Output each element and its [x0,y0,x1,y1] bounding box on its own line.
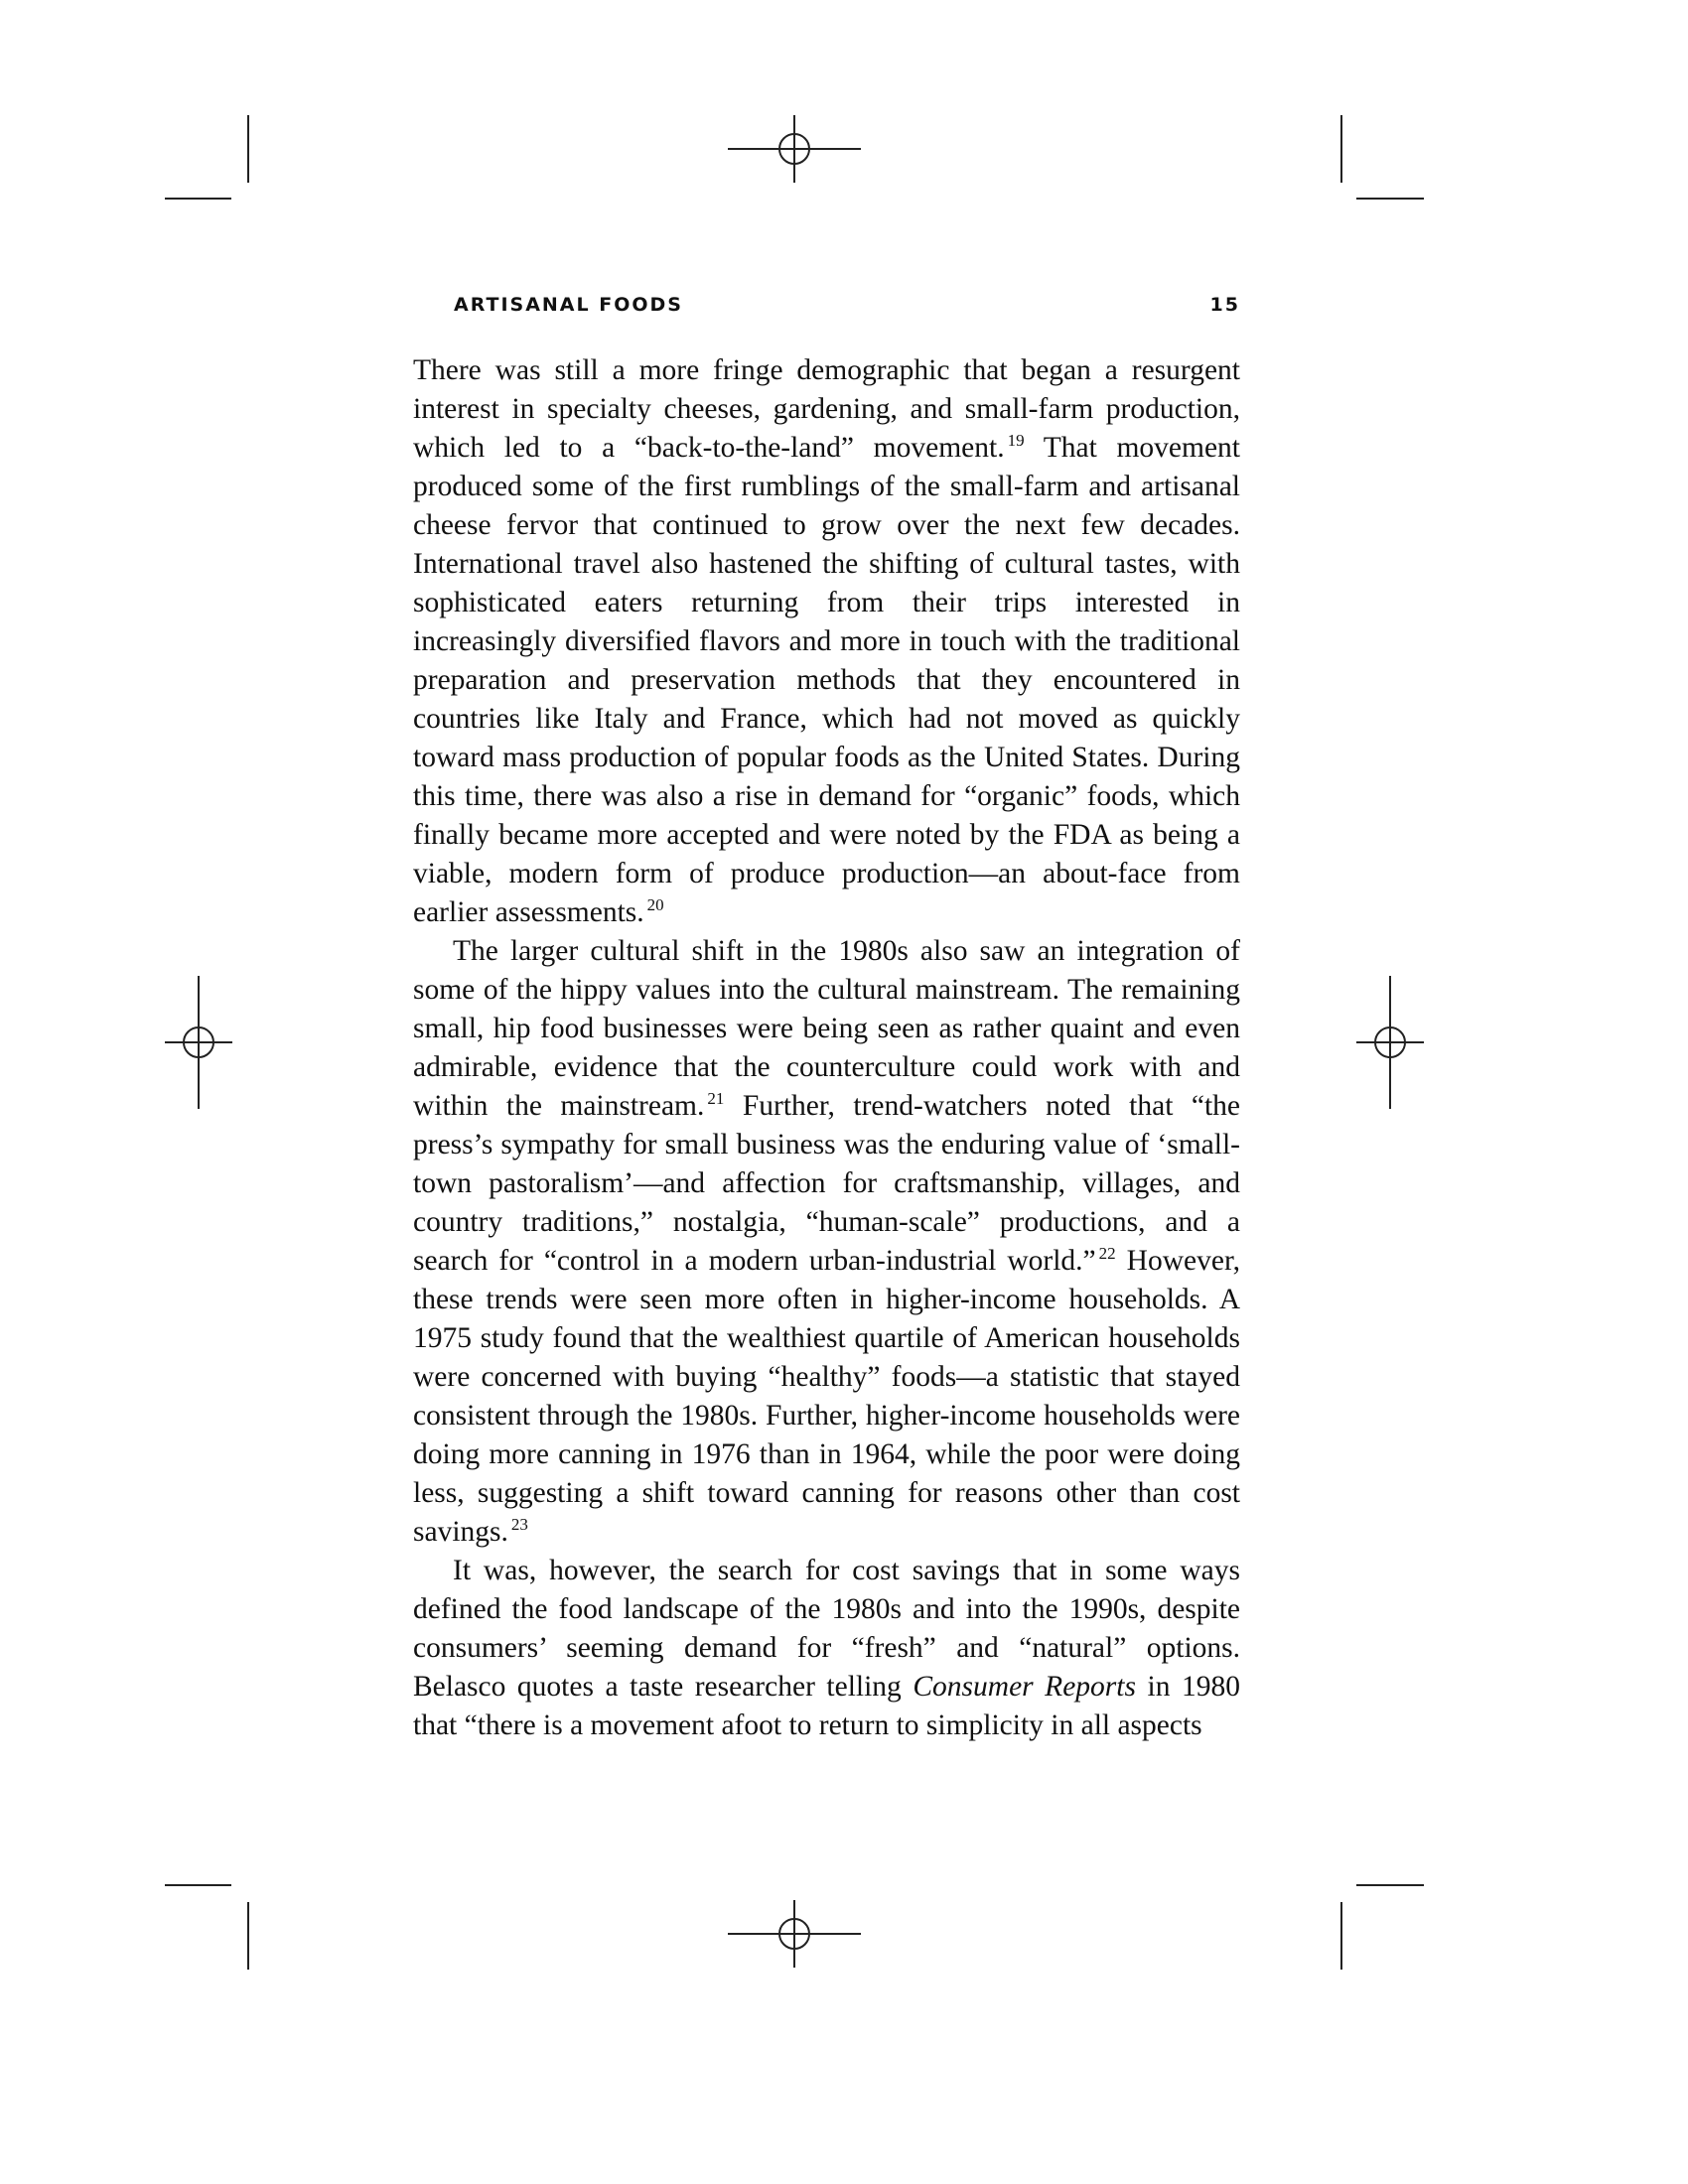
text-run: Further, trend-watchers noted that “the press’s sympathy for small business was the enduring value of ‘small-town pastoralism’—and affection for craftsmanship, villages, and country traditions,” nostalgia, “human-scale” productions, and a search for “control in a modern urban-industrial world.” [413,1090,1240,1277]
running-head [454,294,1240,324]
text-run: in 1980 that “there is a movement afoot to return to simplicity in all aspects [413,1671,1240,1741]
text-run: It was, however, the search for cost savings that in some ways defined the food landscape of the 1980s and into the 1990s, despite consumers’ seeming demand for “fresh” and “natural” options. Belasco quotes a taste researcher telling [413,1555,1240,1703]
crop-mark [1340,115,1342,183]
footnote-ref: 22 [1098,1244,1116,1263]
crop-mark [247,1902,249,1970]
body-text [413,351,1240,1745]
text-run: That movement produced some of the first rumblings of the small-farm and artisanal cheese fervor that continued to grow over the next few decades. International travel also hastened the shifting of cultural tastes, with sophisticated eaters returning from their trips interested in increasingly diversified flavors and more in touch with the traditional preparation and preservation methods that they encountered in countries like Italy and France, which had not moved as quickly toward mass production of popular foods as the United States. During this time, there was also a rise in demand for “organic” foods, which finally became more accepted and were noted by the FDA as being a viable, modern form of produce production—an about-face from earlier assessments. [413,432,1240,928]
footnote-ref: 20 [646,895,664,914]
footnote-ref: 21 [707,1089,725,1108]
crop-mark [165,198,231,200]
crop-mark [1356,198,1424,200]
crop-mark [165,1884,231,1886]
text-run: However, these trends were seen more often in higher-income households. A 1975 study found that the wealthiest quartile of American households were concerned with buying “healthy” foods—a statistic that stayed consistent through the 1980s. Further, higher-income households were doing more canning in 1976 than in 1964, while the poor were doing less, suggesting a shift toward canning for reasons other than cost savings. [413,1245,1240,1548]
italic-title: Consumer Reports [913,1671,1136,1703]
footnote-ref: 19 [1007,431,1025,450]
registration-mark-icon [165,976,232,1109]
crop-mark [1356,1884,1424,1886]
crop-mark [247,115,249,183]
paragraph [413,1552,1240,1745]
text-run: The larger cultural shift in the 1980s also saw an integration of some of the hippy values into the cultural mainstream. The remaining small, hip food businesses were being seen as rather quaint and even admirable, evidence that the counterculture could work with and within the mainstream. [413,935,1240,1122]
paragraph [413,932,1240,1552]
footnote-ref: 23 [510,1515,528,1534]
text-run: There was still a more fringe demographic that began a resurgent interest in specialty cheeses, gardening, and small-farm production, which led to a “back-to-the-land” movement. [413,354,1240,464]
crop-mark [1340,1902,1342,1970]
page-number: 15 [1209,294,1240,316]
paragraph [413,351,1240,932]
registration-mark-icon [728,1900,861,1968]
registration-mark-icon [728,115,861,183]
registration-mark-icon [1356,976,1424,1109]
running-head-title: ARTISANAL FOODS [454,294,683,316]
